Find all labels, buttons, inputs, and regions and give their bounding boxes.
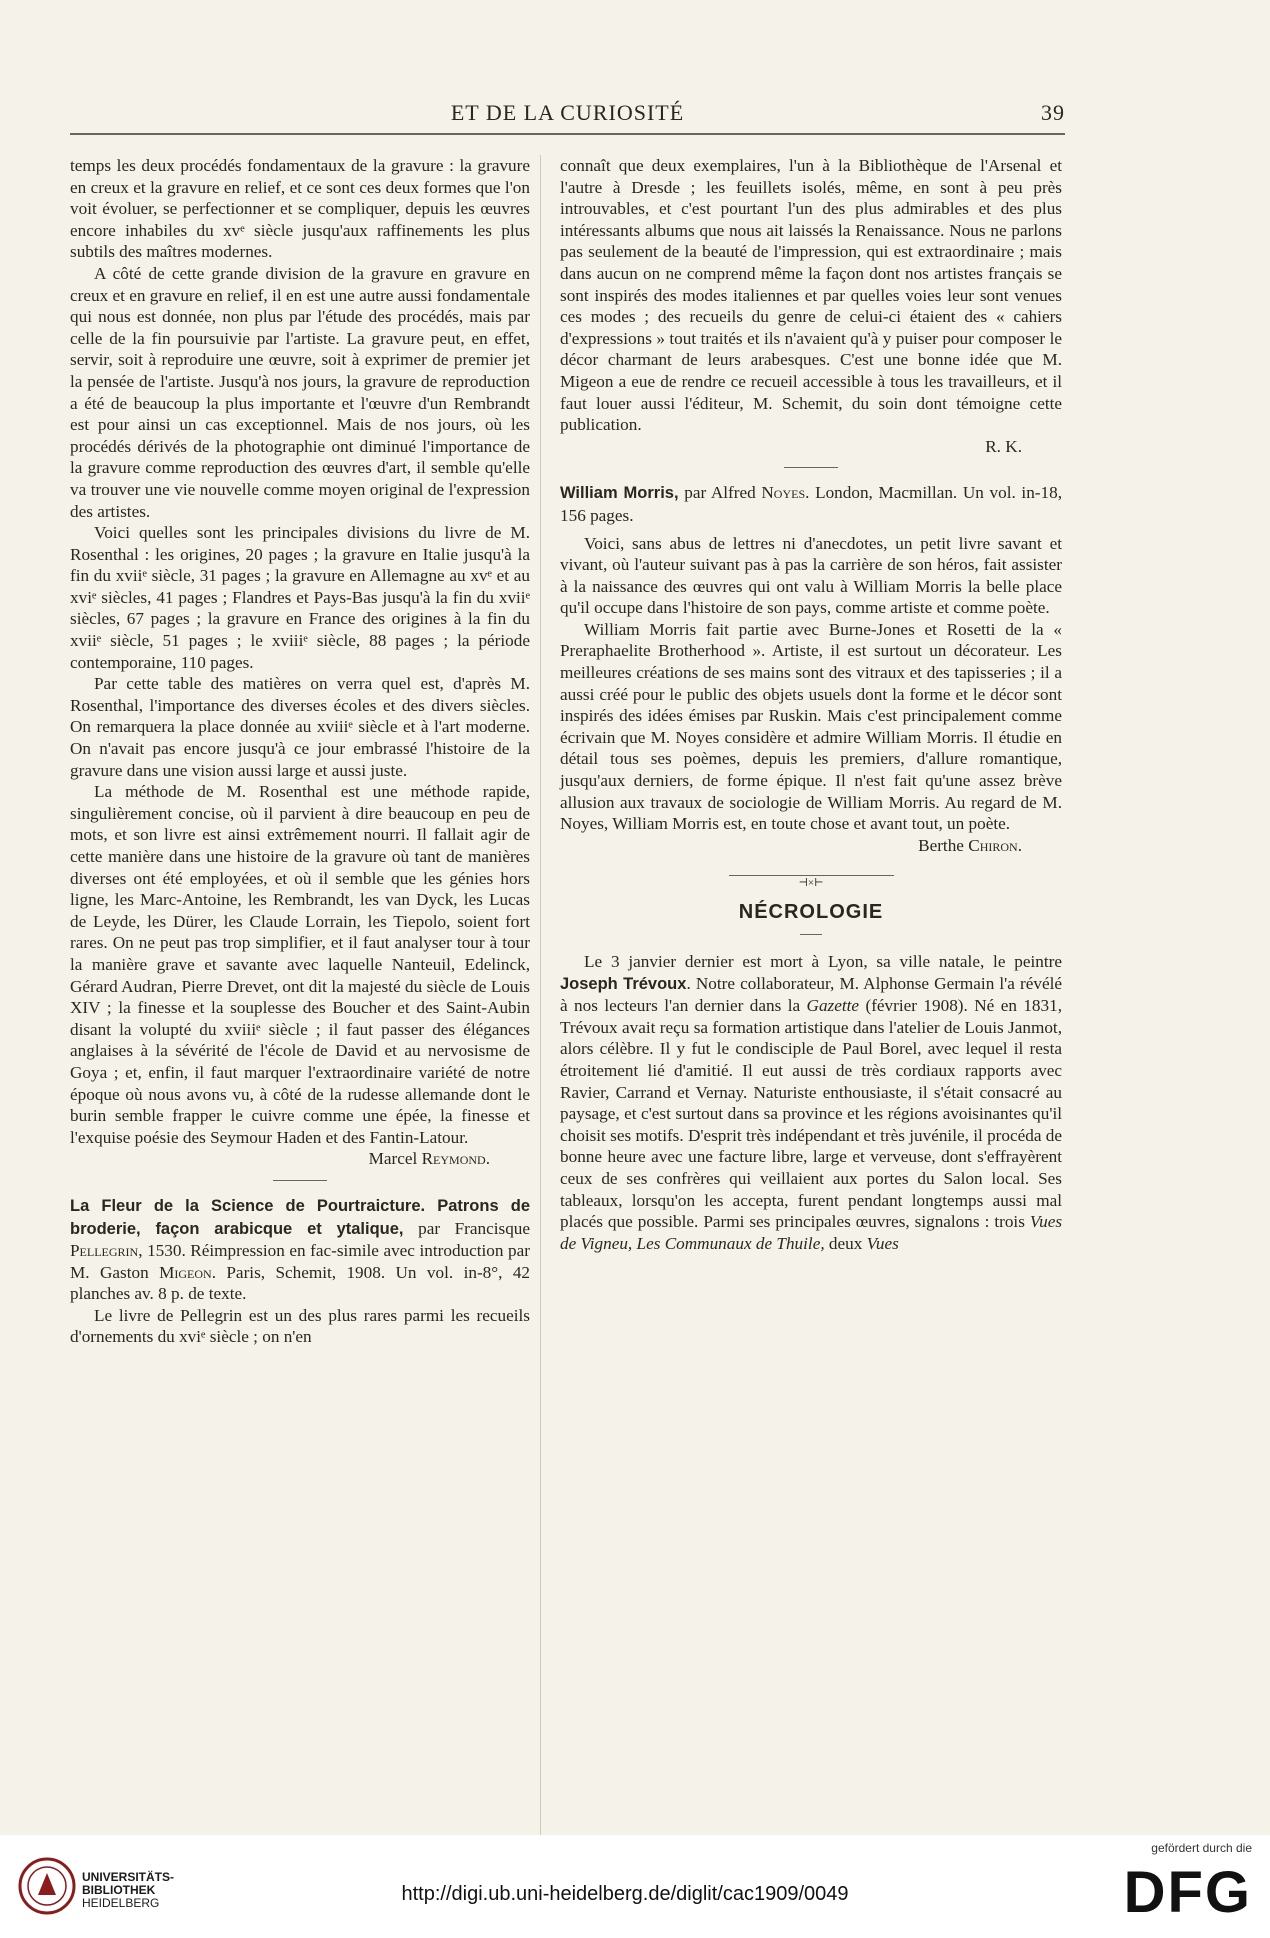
- signature-rk: R. K.: [985, 436, 1022, 456]
- section-title-necrologie: NÉCROLOGIE: [738, 901, 884, 924]
- painter-name: Joseph Trévoux: [560, 974, 687, 993]
- artwork-titles: Vues de Vigneu, Les Communaux de Thuile,: [560, 1212, 1063, 1253]
- library-name: UNIVERSITÄTS- BIBLIOTHEK HEIDELBERG: [82, 1870, 175, 1910]
- dfg-logo: DFG: [1123, 1860, 1252, 1925]
- book-title: William Morris,: [560, 484, 679, 503]
- paragraph: connaît que deux exemplaires, l'un à la Bibliothèque de l'Arsenal et l'autre à Dresde ; les feuillets isolés, même, en sont à peu près introuvables, et c'est pourtant l'un des plus admirables et des plus intéressants albums que nous ait laissés la Renaissance. Nous ne parlons pas seulement de la beauté de l'impression, qui est extraordinaire ; mais dans aucun on ne comprend même la façon dont nos artistes français se sont inspirés des modes italiennes et par quelles voies leur sont venues ces modes ; des recueils du genre de celui-ci étaient des « cahiers d'expressions » tout traités et ils n'avaient qu'à y puiser pour composer le décor charmant de leurs arabesques. C'est une bonne idée que M. Migeon a eue de rendre ce recueil accessible à tous les travailleurs, et il faut louer aussi l'éditeur, M. Schemit, du soin dont témoigne cette publication.: [560, 156, 1062, 435]
- separator-rule: [273, 1180, 327, 1181]
- page-number: 39: [1041, 100, 1065, 125]
- paragraph: Voici quelles sont les principales divisions du livre de M. Rosenthal : les origines, 20 pages ; la gravure en Italie jusqu'à la fin du xviiᵉ siècle, 31 pages ; la gravure en Allemagne au xvᵉ et au xviᵉ siècles, 41 pages ; Flandres et Pays-Bas jusqu'à la fin du xviiᵉ siècles, 67 pages ; la gravure en France des origines à la fin du xviiᵉ siècle, 51 pages ; le xviiiᵉ siècle, 88 pages ; la période contemporaine, 110 pages.: [70, 523, 530, 672]
- footer-bar: [0, 1835, 1270, 1938]
- paragraph: A côté de cette grande division de la gravure en gravure en creux et en gravure en relief, il en est une autre aussi fondamentale qui nous est donnée, non plus par l'étude des procédés, mais par celle de la fin poursuivie par l'artiste. La gravure peut, en effet, servir, soit à reproduire une œuvre, soit à exprimer de premier jet la pensée de l'artiste. Jusqu'à nos jours, la gravure de reproduction a été de beaucoup la plus importante et l'œuvre d'un Rembrandt est pour ainsi un cas exceptionnel. Mais de nos jours, où les procédés dérivés de la photographie ont diminué l'importance de la gravure comme reproduction des œuvres d'art, il semble qu'elle va trouver une vie nouvelle comme moyen original de l'expression des artistes.: [70, 263, 530, 521]
- book-entry-morris: William Morris, par Alfred Noyes. London, Macmillan. Un vol. in-18, 156 pages.: [560, 483, 1063, 525]
- right-column: [560, 155, 1062, 1254]
- ornamental-rule: [729, 870, 894, 890]
- paragraph: Par cette table des matières on verra quel est, d'après M. Rosenthal, l'importance des diverses écoles et des divers siècles. On remarquera la place donnée au xviiiᵉ siècle et à l'art moderne. On n'avait pas encore jusqu'à ce jour embrassé l'histoire de la gravure dans une vision aussi large et aussi juste.: [70, 674, 530, 780]
- paragraph: Le livre de Pellegrin est un des plus rares parmi les recueils d'ornements du xviᵉ siècle ; on n'en: [70, 1305, 530, 1347]
- paragraph: temps les deux procédés fondamentaux de la gravure : la gravure en creux et la gravure en relief, et ce sont ces deux formes que l'on voit évoluer, se perfectionner et se compliquer, depuis les œuvres encore inhabiles du xvᵉ siècle jusqu'aux raffinements les plus subtils des maîtres modernes.: [70, 156, 530, 262]
- paragraph: La méthode de M. Rosenthal est une méthode rapide, singulièrement concise, où il parvient à dire beaucoup en peu de mots, et son livre est ainsi extrêmement nourri. Il fallait agir de cette manière dans une histoire de la gravure où tant de manières diverses ont été employées, et où il semble que les génies hors ligne, les Marc-Antoine, les Rembrandt, les van Dyck, les Lucas de Leyde, les Dürer, les Claude Lorrain, les Tiepolo, soient fort rares. On ne peut pas trop simplifier, et il faut analyser tour à tour la manière grave et savante avec laquelle Nanteuil, Edelinck, Gérard Audran, Pierre Drevet, ont dit la majesté du siècle de Louis XIV ; la finesse et la souplesse des Boucher et des Saint-Aubin disant la volupté du xviiiᵉ siècle ; il faut passer des élégances anglaises à la sévérité de l'école de David et au nervosisme de Goya ; et, enfin, il faut marquer l'extraordinaire variété de notre époque où nous avons vu, à côté de la rudesse allemande dont le burin semble frapper le cuivre comme une épée, la finesse et l'exquise poésie des Seymour Haden et des Fantin-Latour.: [70, 782, 530, 1147]
- journal-name: Gazette: [806, 996, 860, 1016]
- header-rule: [70, 133, 1065, 135]
- author-name: Pellegrin: [70, 1241, 139, 1261]
- author-name: Noyes: [761, 483, 806, 503]
- book-title: La Fleur de la Science de Pourtraicture. Patrons de broderie, façon arabicque et ytalique,: [70, 1196, 530, 1238]
- permalink-url[interactable]: http://digi.ub.uni-heidelberg.de/diglit/cac1909/0049: [401, 1883, 849, 1905]
- paragraph: Voici, sans abus de lettres ni d'anecdotes, un petit livre savant et vivant, où l'auteur suivant pas à pas la carrière de son héros, fait assister à la naissance des œuvres qui ont valu à William Morris la belle place qu'il occupe dans l'histoire de son pays, comme artiste et comme poète.: [560, 533, 1062, 618]
- editor-name: Migeon: [159, 1262, 212, 1282]
- paragraph: William Morris fait partie avec Burne-Jones et Rosetti de la « Preraphaelite Brotherhood ». Artiste, il est surtout un décorateur. Les meilleures créations de ses mains sont des vitraux et des tapisseries ; il a aussi créé pour le public des objets usuels dont la forme et le décor sont inspirés des idées émises par Ruskin. Mais c'est principalement comme écrivain que M. Noyes considère et admire William Morris. Il étudie en détail tous ses poèmes, depuis les premiers, d'allure romantique, jusqu'aux derniers, de forme épique. Il n'est fait qu'une assez brève allusion aux travaux de sociologie de William Morris. Au regard de M. Noyes, William Morris est, en toute chose et avant tout, un poète.: [560, 619, 1062, 834]
- signature-reymond: Marcel Reymond.: [368, 1149, 490, 1169]
- funding-note: gefördert durch die: [1151, 1841, 1252, 1855]
- university-seal-icon: [18, 1857, 76, 1915]
- separator-rule: [800, 934, 822, 935]
- running-head: [70, 100, 1065, 130]
- separator-rule: [784, 467, 838, 468]
- column-divider: [540, 155, 541, 1875]
- left-column: [70, 155, 530, 1348]
- ornament-icon: ⊣×⊢: [794, 877, 827, 889]
- signature-chiron: Berthe Chiron.: [918, 835, 1022, 855]
- running-title: ET DE LA CURIOSITÉ: [450, 100, 685, 125]
- book-entry-pellegrin: La Fleur de la Science de Pourtraicture. Patrons de broderie, façon arabicque et ytalique, par Francisque Pellegrin, 1530. Réimpression en fac-simile avec introduction par M. Gaston Migeon. Paris, Schemit, 1908. Un vol. in-8°, 42 planches av. 8 p. de texte.: [70, 1196, 531, 1304]
- paragraph-necrologie: Le 3 janvier dernier est mort à Lyon, sa ville natale, le peintre Joseph Trévoux. Notre collaborateur, M. Alphonse Germain l'a révélé à nos lecteurs l'an dernier dans la Gazette (février 1908). Né en 1831, Trévoux avait reçu sa formation artistique dans l'atelier de Louis Janmot, alors célèbre. Il y fut le condisciple de Paul Borel, avec lequel il resta étroitement lié d'amitié. Il eut aussi de très cordiaux rapports avec Ravier, Carrand et Vernay. Naturiste enthousiaste, il s'était consacré au paysage, et c'est surtout dans sa province et les régions avoisinantes qu'il choisit ses motifs. D'esprit très indépendant et très juvénile, il procéda de bonne heure avec une facture libre, large et verveuse, dont s'effrayèrent ceux de ses confrères qui veillaient aux portes du Salon local. Ses tableaux, lorsqu'on les accepta, furent pendant longtemps aussi mal placés que possible. Parmi ses principales œuvres, signalons : trois Vues de Vigneu, Les Communaux de Thuile, deux Vues: [560, 952, 1063, 1253]
